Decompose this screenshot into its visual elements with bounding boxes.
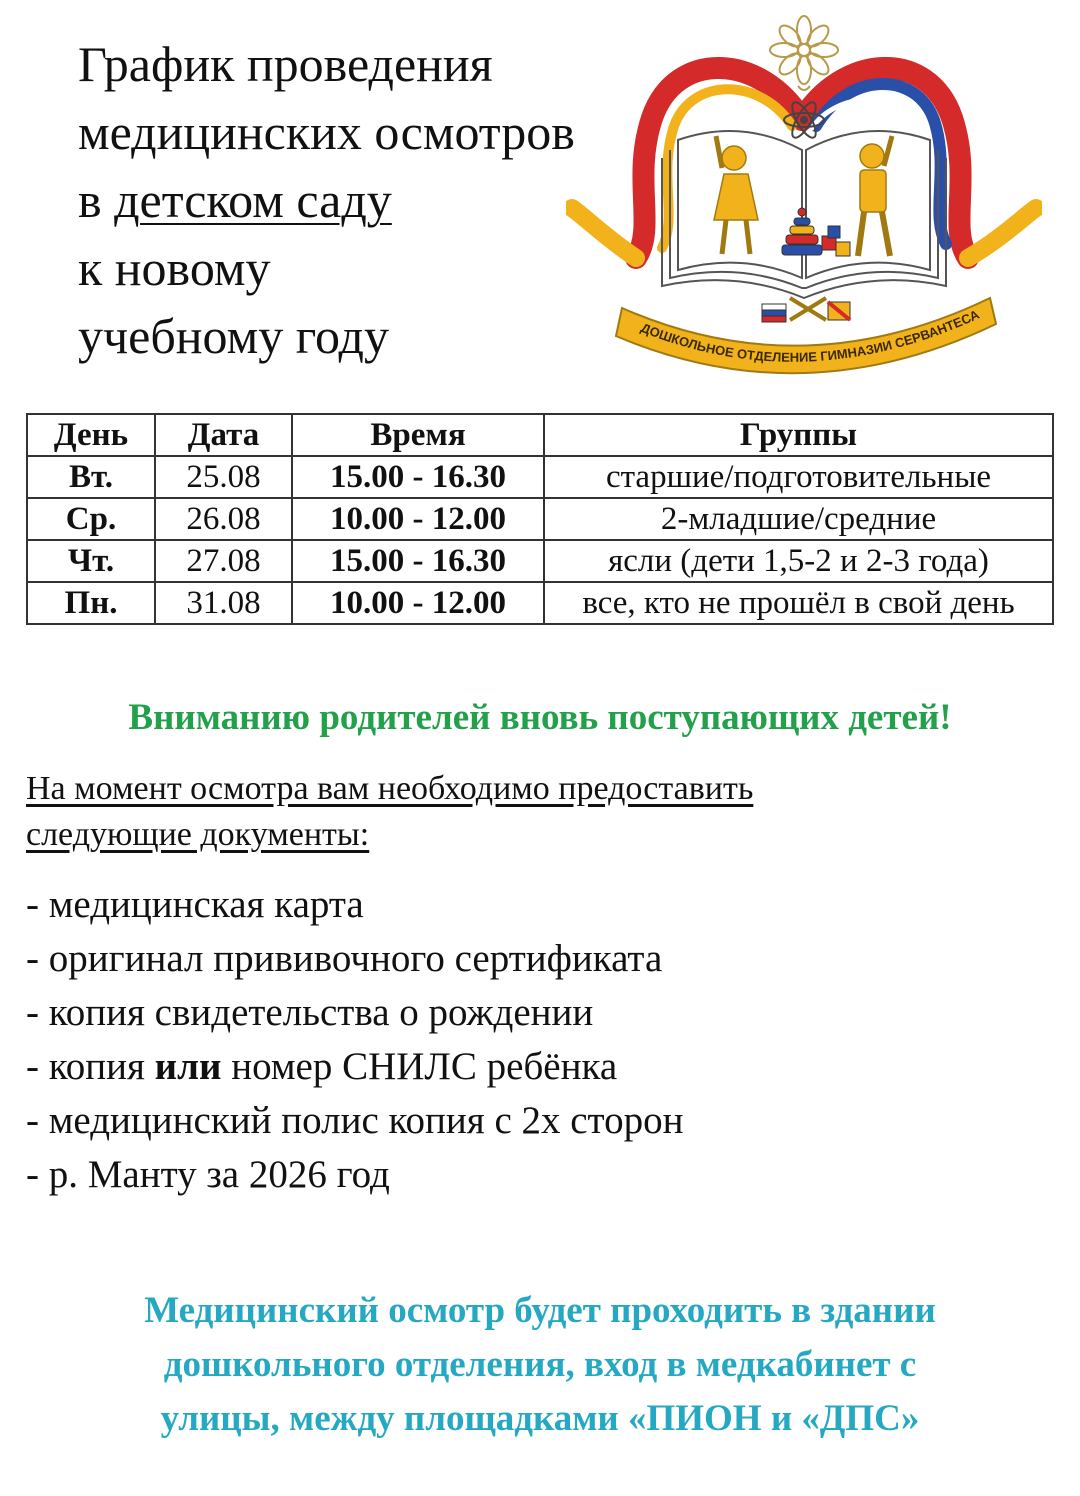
- title-line-4: к новому: [78, 240, 271, 296]
- cell-date: 26.08: [155, 498, 292, 540]
- list-item: - оригинал прививочного сертификата: [26, 937, 663, 980]
- header-groups: Группы: [544, 414, 1053, 456]
- list-item: - медицинский полис копия с 2х сторон: [26, 1099, 684, 1142]
- list-item: - копия свидетельства о рождении: [26, 991, 594, 1034]
- ribbon-text: ДОШКОЛЬНОЕ ОТДЕЛЕНИЕ ГИМНАЗИИ СЕРВАНТЕСА: [638, 306, 982, 365]
- cell-day: Вт.: [27, 456, 155, 498]
- list-item: - медицинская карта: [26, 883, 364, 926]
- title-line-5: учебному году: [78, 308, 389, 364]
- schedule-table: [26, 413, 1054, 625]
- location-line-2: дошкольного отделения, вход в медкабинет с: [163, 1344, 917, 1385]
- page-title: [78, 30, 575, 370]
- list-item-text: номер СНИЛС ребёнка: [221, 1045, 618, 1088]
- cell-groups: старшие/подготовительные: [544, 456, 1053, 498]
- cell-time: 15.00 - 16.30: [292, 456, 544, 498]
- documents-list: [26, 878, 683, 1202]
- location-line-1: Медицинский осмотр будет проходить в здании: [144, 1290, 936, 1331]
- documents-intro-line-2: следующие документы:: [26, 816, 370, 853]
- title-line-1: График проведения: [78, 36, 493, 92]
- title-line-3-underlined: детском саду: [114, 172, 392, 228]
- cell-date: 31.08: [155, 582, 292, 624]
- cell-time: 10.00 - 12.00: [292, 582, 544, 624]
- title-line-2: медицинских осмотров: [78, 104, 575, 160]
- flags-emblem: [762, 298, 850, 322]
- header-day: День: [27, 414, 155, 456]
- documents-intro-line-1: На момент осмотра вам необходимо предоставить: [26, 770, 754, 807]
- table-row: [27, 456, 1053, 498]
- table-header-row: [27, 414, 1053, 456]
- parents-notice-heading: Вниманию родителей вновь поступающих детей!: [128, 697, 952, 738]
- cell-date: 25.08: [155, 456, 292, 498]
- cell-date: 27.08: [155, 540, 292, 582]
- cell-time: 10.00 - 12.00: [292, 498, 544, 540]
- list-item-text: - копия: [26, 1045, 155, 1088]
- cell-day: Чт.: [27, 540, 155, 582]
- table-row: [27, 582, 1053, 624]
- table-row: [27, 498, 1053, 540]
- cell-groups: ясли (дети 1,5-2 и 2-3 года): [544, 540, 1053, 582]
- school-logo: [566, 8, 1042, 380]
- header-time: Время: [292, 414, 544, 456]
- cell-groups: 2-младшие/средние: [544, 498, 1053, 540]
- cell-groups: все, кто не прошёл в свой день: [544, 582, 1053, 624]
- list-item: - р. Манту за 2026 год: [26, 1153, 390, 1196]
- cell-time: 15.00 - 16.30: [292, 540, 544, 582]
- table-row: [27, 540, 1053, 582]
- cell-day: Ср.: [27, 498, 155, 540]
- list-item: [26, 1040, 683, 1094]
- header-date: Дата: [155, 414, 292, 456]
- title-line-3-prefix: в: [78, 172, 115, 228]
- location-notice: [0, 1284, 1080, 1446]
- location-line-3: улицы, между площадками «ПИОН и «ДПС»: [160, 1398, 920, 1439]
- documents-intro: [26, 766, 986, 858]
- cell-day: Пн.: [27, 582, 155, 624]
- list-item-emphasis: или: [154, 1045, 222, 1088]
